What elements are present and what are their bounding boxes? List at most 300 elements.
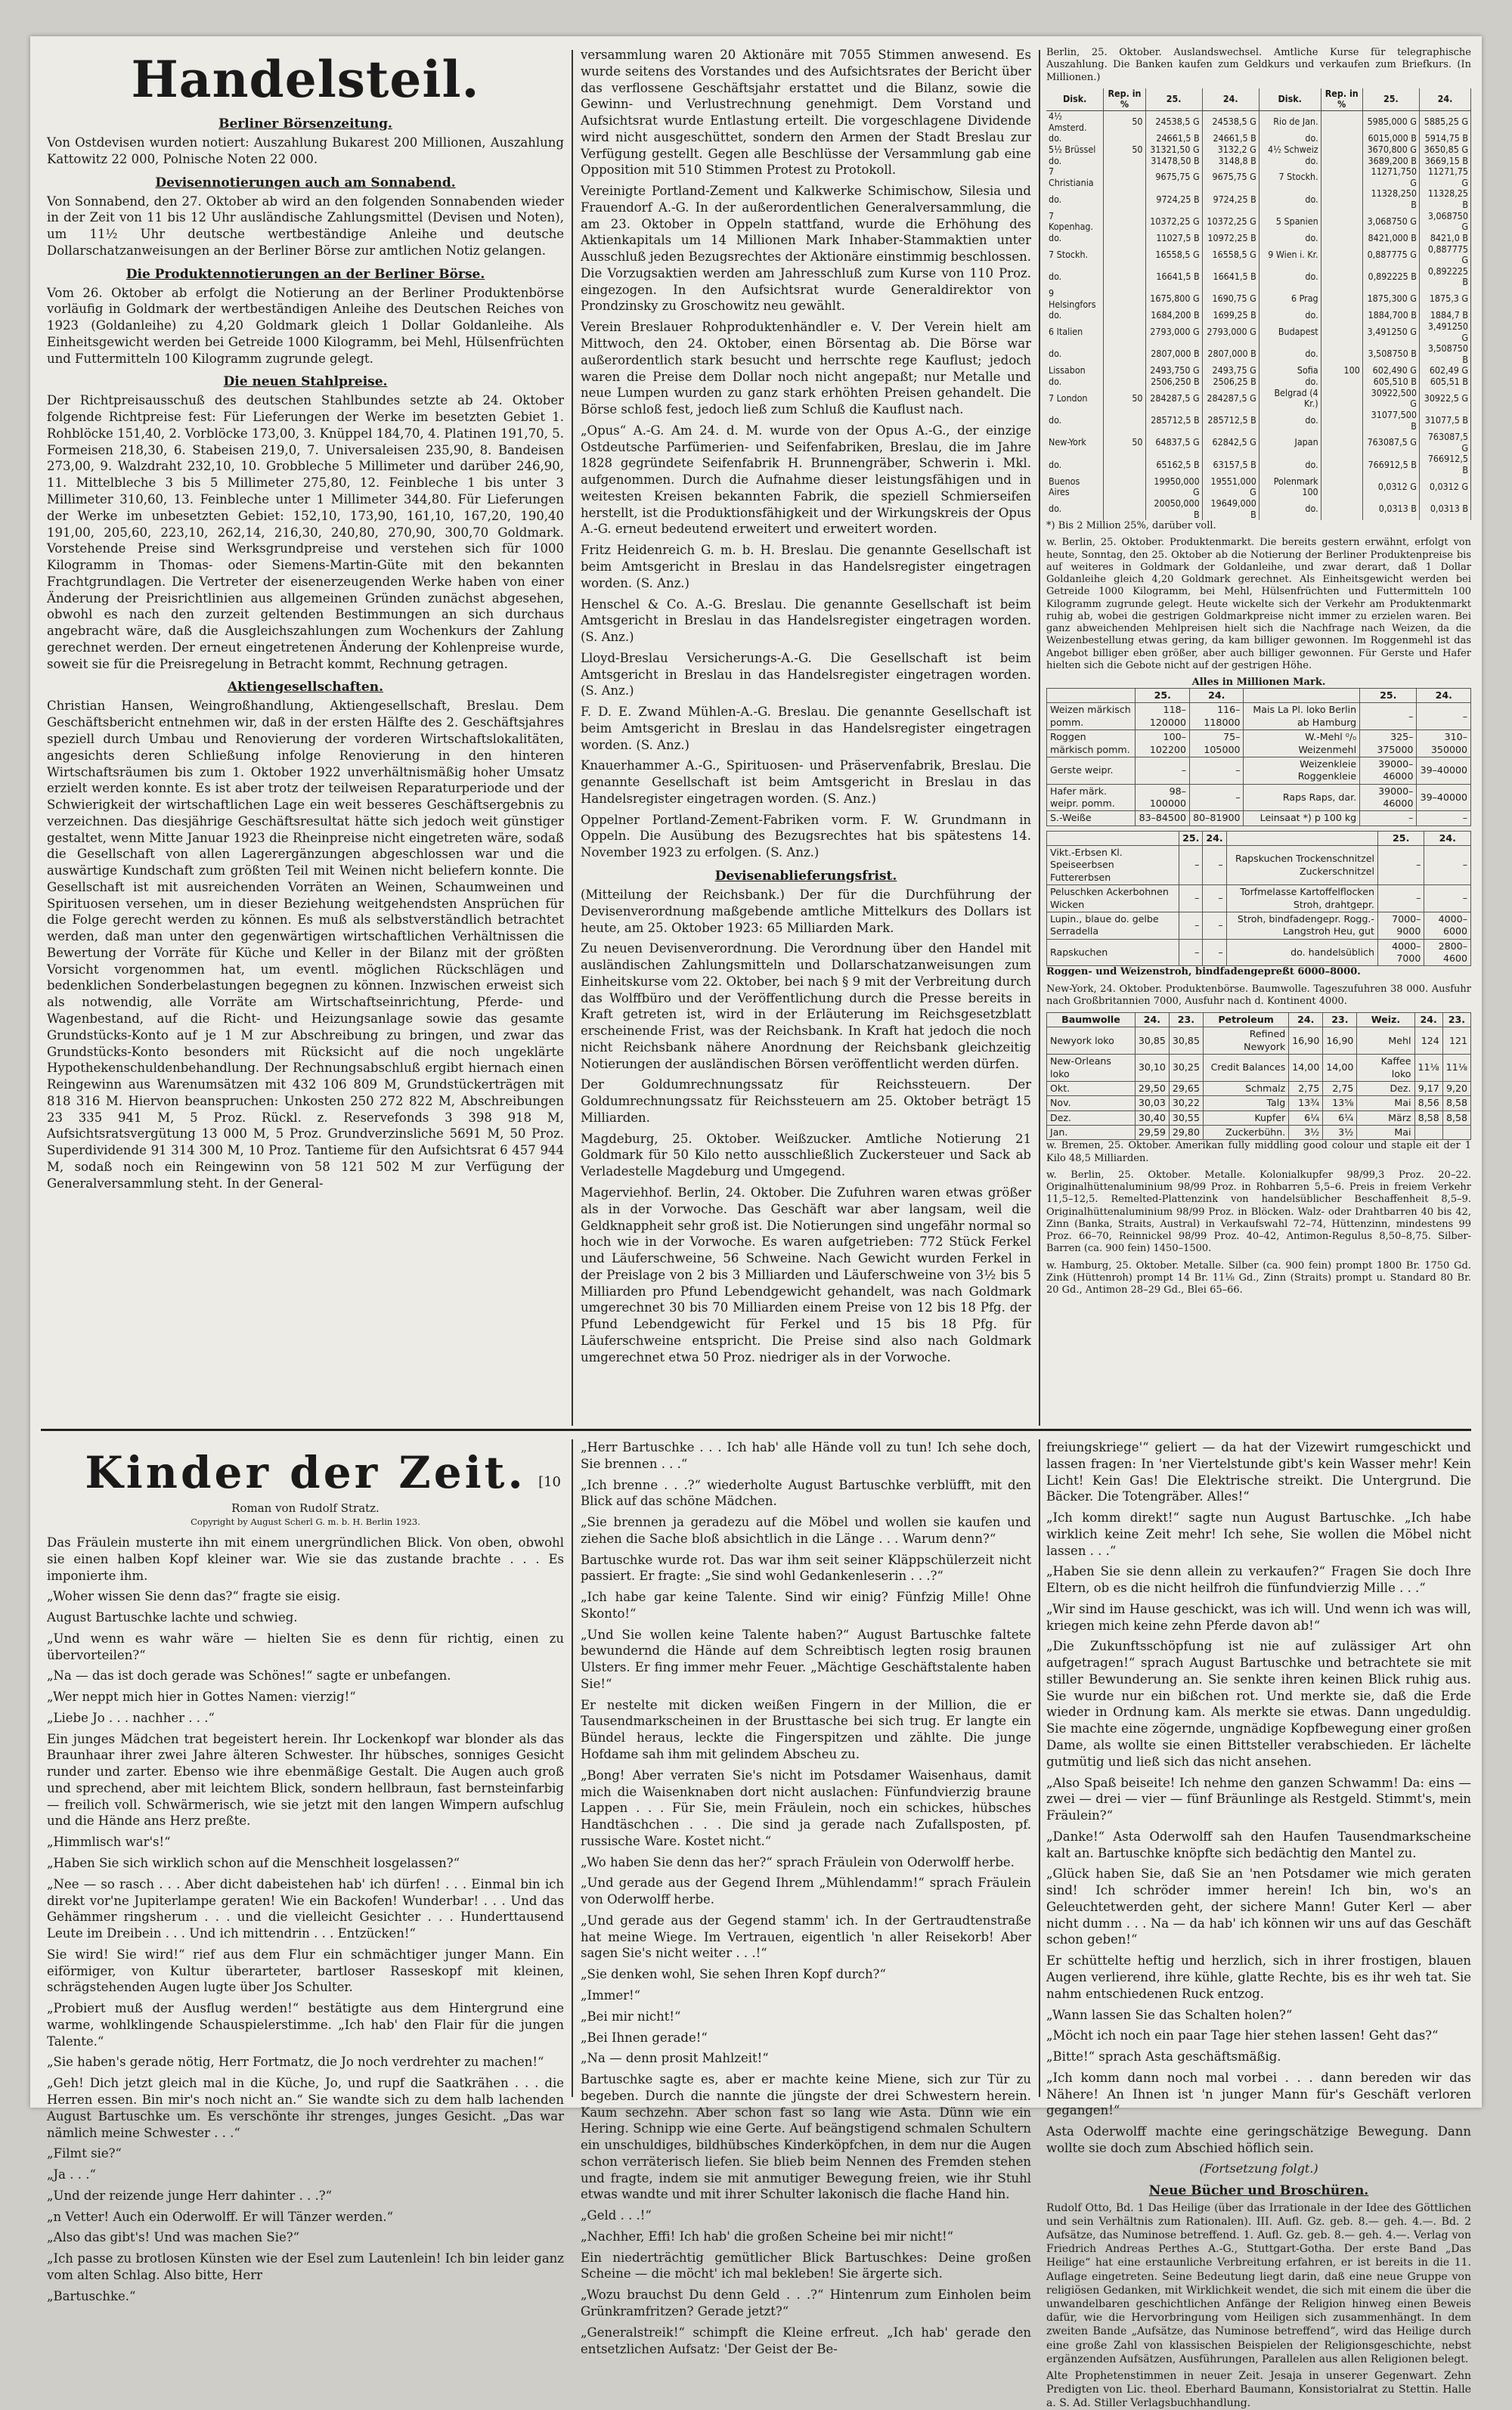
novel-paragraph: „Haben Sie sie denn allein zu verkaufen?“ Fragen Sie doch Ihre Eltern, ob es die nicht heilfroh die fünfundvierzig Mille . . .“	[1046, 1564, 1471, 1596]
table-cell: do.	[1046, 343, 1104, 365]
table-cell	[1321, 266, 1362, 288]
table-cell: do.	[1046, 233, 1104, 244]
table-cell: 8,58	[1442, 1111, 1470, 1125]
table-cell: 602,49 G	[1419, 365, 1470, 376]
table-cell: 29,80	[1169, 1125, 1203, 1139]
table-cell: Rapskuchen	[1047, 939, 1179, 966]
kinder-text-col-2	[581, 1439, 1031, 2357]
produktenmarkt-table	[1046, 688, 1471, 826]
books-text: Rudolf Otto, Bd. 1 Das Heilige (über das Irrationale in der Idee des Göttlichen und sein Verhältnis zum Rationalen). III. Aufl. Gz. geb. 8.— geh. 4.—. Bd. 2 Aufsätze, das Numinose betreffend. 1. Aufl. Gz. geb. 8.— geh. 4.—. Verlag von Friedrich Andreas Perthes A.-G., Stuttgart-Gotha. Der erste Band „Das Heilige“ hat eine erstaunliche Verbreitung erfahren, er ist bereits in die 11. Auflage eingetreten. Seine Bedeutung liegt darin, daß eine neue Gruppe von religiösen Gedanken, mit Wirklichkeit wendet, die sich mit einem die über die unwandelbaren geschichtlichen Anfänge der Religion hinweg einen Beweis dafür, wie die Hervorbringung vom Heiligen sich zusammenhängt. In dem zweiten Bande „Aufsätze, das Numinose betreffend“, wird das Heilige durch eine große Zahl von klassischen Beispielen der Religionsgeschichte, nebst ergänzenden Aufsätzen, Ausführungen, Parallelen aus allen Religionen belegt.	[1046, 2201, 1471, 2365]
table-cell: Leinsaat *) p 100 kg	[1244, 811, 1360, 826]
table-cell: März	[1357, 1111, 1414, 1125]
table-header-cell: 25.	[1362, 88, 1419, 111]
table-cell: do.	[1259, 266, 1321, 288]
newyork-row	[1047, 1111, 1471, 1125]
novel-paragraph: „Ich habe gar keine Talente. Sind wir einig? Fünfzig Mille! Ohne Skonto!“	[581, 1590, 1031, 1621]
zucker-text: Magdeburg, 25. Oktober. Weißzucker. Amtliche Notierung 21 Goldmark für 50 Kilo netto ausschließlich Zuckersteuer und Sack ab Verladestelle Magdeburg und Umgegend.	[581, 1131, 1031, 1179]
table-cell: –	[1360, 703, 1417, 730]
table-cell: do.	[1046, 133, 1104, 144]
table-cell: 29,50	[1135, 1081, 1169, 1095]
auslandswechsel-intro: Berlin, 25. Oktober. Auslandswechsel. Amtliche Kurse für telegraphische Auszahlung. Die Banken kaufen zum Geldkurs und verkaufen zum Briefkurs. (In Millionen.)	[1046, 47, 1471, 83]
table-cell: do.	[1259, 233, 1321, 244]
table-cell	[1104, 288, 1145, 310]
table-cell: 3½	[1289, 1125, 1323, 1139]
fx-row	[1046, 388, 1471, 410]
table-cell: 5 Spanien	[1259, 211, 1321, 233]
fx-row	[1046, 454, 1471, 475]
novel-paragraph: „Sie haben's gerade nötig, Herr Fortmatz, die Jo noch verdrehter zu machen!“	[47, 2055, 544, 2070]
produkt-row	[1047, 885, 1471, 912]
novel-paragraph: August Bartuschke lachte und schwieg.	[47, 1610, 298, 1625]
novel-paragraph: Das Fräulein musterte ihn mit einem unergründlichen Blick. Von oben, obwohl sie einen halben Kopf kleiner war. Wie sie das zustande brachte . . . Es imponierte ihm.	[47, 1535, 564, 1583]
table-cell: Roggen märkisch pomm.	[1047, 730, 1136, 757]
opus-text: „Opus“ A.-G. Am 24. d. M. wurde von der Opus A.-G., der einzige Ostdeutsche Parfümerien- und Seifenfabriken, Breslau, die im Jahre 1828 gegründete Seifenfabrik H. Brunnengräber, Schwerin i. Mkl. aufgenommen. Durch die Aufnahme dieser leistungsfähigen und in weitesten Kreisen bekannten Fabrik, die speziell Schmierseifen herstellt, ist die Produktionsfähigkeit und der Wirkungskreis der Opus A.-G. erneut bedeutend erweitert und erweitert worden.	[581, 423, 1031, 537]
table-cell: 0,0313 B	[1419, 498, 1470, 520]
novel-paragraph: „Und Sie wollen keine Talente haben?“ August Bartuschke faltete bewundernd die Hände auf dem Schreibtisch legten rosig braunen Ulsters. Er fing immer mehr Feuer. „Mächtige Geschäftstalente haben Sie!“	[581, 1627, 1031, 1691]
novel-paragraph: „Himmlisch war's!“	[47, 1835, 171, 1850]
novel-paragraph: „Danke!“ Asta Oderwolff sah den Haufen Tausendmarkscheine kalt an. Bartuschke knöpfte sich bedächtig den Mantel zu.	[1046, 1829, 1471, 1860]
table-cell: 16558,5 G	[1145, 244, 1202, 266]
novel-paragraph: „Möcht ich noch ein paar Tage hier stehen lassen! Geht das?“	[1046, 2028, 1439, 2043]
table-cell: 31478,50 B	[1145, 156, 1202, 167]
produkten-text: Vom 26. Oktober ab erfolgt die Notierung an der Berliner Produktenbörse vorläufig in Goldmark der wertbeständigen Anleihe des Deutschen Reiches von 1923 (Goldanleihe) zu 4,20 Goldmark gleich 1 Dollar Goldanleihe. Als Einheitsgewicht werden bei Getreide 1000 Kilogramm, bei Mehl, Hülsenfrüchten und Futtermitteln 100 Kilogramm zugrunde gelegt.	[47, 285, 564, 366]
table-cell: 16641,5 B	[1202, 266, 1259, 288]
table-cell	[1104, 321, 1145, 343]
continued-note: (Fortsetzung folgt.)	[1199, 2161, 1318, 2176]
table-cell: –	[1179, 939, 1203, 966]
novel-paragraph: Ein niederträchtig gemütlicher Blick Bartuschkes: Deine großen Scheine — die möcht' ich mal bekleben! Sie ärgerte sich.	[581, 2250, 1031, 2281]
table-cell	[1321, 233, 1362, 244]
fx-row	[1046, 365, 1471, 376]
table-cell: 0,0312 G	[1419, 476, 1470, 498]
table-header-cell	[1244, 689, 1360, 703]
novel-paragraph: Er schüttelte heftig und herzlich, sich in ihrer frostigen, blauen Augen verlierend, ihre kühle, glatte Rechte, bis es ihr weh tat. Sie nahm entschiedenen Ruck entzog.	[1046, 1953, 1471, 2001]
table-cell: –	[1203, 885, 1226, 912]
table-cell: Dez.	[1047, 1111, 1136, 1125]
table-cell: 8,58	[1442, 1096, 1470, 1111]
portland-zement-text: Vereinigte Portland-Zement und Kalkwerke Schimischow, Silesia und Frauendorf A.-G. In der außerordentlichen Generalversammlung, die am 23. Oktober in Oppeln stattfand, wurde die Erhöhung des Aktienkapitals um 14 Millionen Mark Inhaber-Stammaktien unter Ausschluß jeden Bezugsrechtes der Aktionäre einstimmig beschlossen. Die Vorzugsaktien werden am Jahresschluß zum Kurse von 110 Proz. eingezogen. In den Aufsichtsrat wurde Generaldirektor von Prondzinsky zu Groschowitz neu gewählt.	[581, 184, 1031, 314]
fx-row	[1046, 156, 1471, 167]
novel-paragraph: „Bartuschke.“	[47, 2288, 136, 2303]
table-cell: 5885,25 G	[1419, 111, 1470, 134]
table-cell: 30,03	[1135, 1096, 1169, 1111]
table-cell: 6015,000 B	[1362, 133, 1419, 144]
novel-paragraph: „Bong! Aber verraten Sie's nicht im Potsdamer Waisenhaus, damit mich die Waisenknaben dort nicht auslachen: Fünfundvierzig braune Lappen . . . Für Sie, mein Fräulein, noch ein schickes, hübsches Handtäschchen . . . Die sind ja gerade nach Zufallsposten, pf. russische Ware. Kostet nicht.“	[581, 1767, 1031, 1848]
novel-paragraph: „Wer neppt mich hier in Gottes Namen: vierzig!“	[47, 1690, 356, 1705]
table-cell: 763087,5 G	[1362, 432, 1419, 454]
produktenmarkt-footer: Roggen- und Weizenstroh, bindfadengepreßt 6000–8000.	[1046, 966, 1361, 978]
table-cell: 1690,75 G	[1202, 288, 1259, 310]
table-cell: Kaffee loko	[1357, 1055, 1414, 1082]
table-cell: 29,59	[1135, 1125, 1169, 1139]
table-header-cell: Weiz.	[1357, 1013, 1414, 1027]
table-header-cell: Baumwolle	[1047, 1013, 1136, 1027]
fx-row	[1046, 288, 1471, 310]
produktenmarkt-caption: Alles in Millionen Mark.	[1191, 677, 1326, 689]
auslandswechsel-table	[1046, 88, 1471, 520]
table-cell: 9675,75 G	[1145, 166, 1202, 188]
table-cell: 11271,75 G	[1419, 166, 1470, 188]
table-header-cell: 24.	[1189, 689, 1244, 703]
table-cell: 284287,5 G	[1202, 388, 1259, 410]
table-cell: 763087,5 G	[1419, 432, 1470, 454]
table-cell	[1104, 410, 1145, 432]
table-cell: 2793,000 G	[1145, 321, 1202, 343]
table-cell	[1321, 454, 1362, 475]
novel-paragraph: „Bitte!“ sprach Asta geschäftsmäßig.	[1046, 2049, 1281, 2065]
table-cell: 118–120000	[1136, 703, 1190, 730]
table-cell: Lissabon	[1046, 365, 1104, 376]
table-cell: Dez.	[1357, 1081, 1414, 1095]
devisen-heading: Devisennotierungen auch am Sonnabend.	[155, 175, 456, 191]
stahlpreise-heading: Die neuen Stahlpreise.	[223, 374, 388, 390]
table-cell: 8,58	[1414, 1111, 1442, 1125]
handelsteil-column-1	[47, 47, 564, 1408]
novel-paragraph: „Wozu brauchst Du denn Geld . . .?“ Hintenrum zum Einholen beim Grünkramfritzen? Gerade jetzt?“	[581, 2288, 1031, 2319]
table-cell: 83–84500	[1136, 811, 1190, 826]
table-cell: 50	[1104, 111, 1145, 134]
fx-row	[1046, 498, 1471, 520]
table-cell	[1104, 156, 1145, 167]
table-cell: 19649,000 B	[1202, 498, 1259, 520]
table-cell: 8421,0 B	[1419, 233, 1470, 244]
table-cell	[1321, 498, 1362, 520]
table-cell: 39000–46000	[1360, 757, 1417, 784]
novel-paragraph: „Ich brenne . . .?“ wiederholte August Bartuschke verblüfft, mit den Blick auf das schöne Mädchen.	[581, 1477, 1031, 1509]
table-cell: 1884,700 B	[1362, 310, 1419, 321]
table-header-cell: 23.	[1169, 1013, 1203, 1027]
novel-paragraph: „Haben Sie sich wirklich schon auf die Menschheit losgelassen?“	[47, 1856, 460, 1871]
fx-row	[1046, 310, 1471, 321]
novel-paragraph: „Woher wissen Sie denn das?“ fragte sie eisig.	[47, 1589, 341, 1604]
table-cell: 766912,5 B	[1362, 454, 1419, 475]
table-cell: 20050,000 B	[1145, 498, 1202, 520]
fx-row	[1046, 211, 1471, 233]
newyork-text: New-York, 24. Oktober. Produktenbörse. Baumwolle. Tageszufuhren 38 000. Ausfuhr nach Großbritannien 7000, Ausfuhr nach d. Kontinent 4000.	[1046, 983, 1471, 1007]
table-cell: 2793,000 G	[1202, 321, 1259, 343]
table-cell: 16,90	[1323, 1027, 1357, 1055]
table-cell	[1104, 166, 1145, 188]
table-cell: 7 Christiania	[1046, 166, 1104, 188]
table-cell: Sofia	[1259, 365, 1321, 376]
fx-row	[1046, 321, 1471, 343]
table-cell: 285712,5 B	[1202, 410, 1259, 432]
table-cell: 10372,25 G	[1202, 211, 1259, 233]
kinder-column-1	[47, 1439, 564, 2303]
table-cell: 24661,5 B	[1145, 133, 1202, 144]
table-cell: do. handelsüblich	[1226, 939, 1377, 966]
table-cell: Talg	[1203, 1096, 1288, 1111]
table-cell: 1884,7 B	[1419, 310, 1470, 321]
table-cell: Credit Balances	[1203, 1055, 1288, 1082]
table-cell: New-York	[1046, 432, 1104, 454]
oppelner-text: Oppelner Portland-Zement-Fabriken vorm. F. W. Grundmann in Oppeln. Die Ausübung des Bezugsrechtes hat bis spätestens 14. November 1923 zu erfolgen. (S. Anz.)	[581, 812, 1031, 860]
table-cell: Lupin., blaue do. gelbe Serradella	[1047, 912, 1179, 939]
table-cell: Mais La Pl. loko Berlin ab Hamburg	[1244, 703, 1360, 730]
column-rule	[572, 50, 573, 1426]
table-cell: 39–40000	[1417, 784, 1471, 811]
table-cell: Buenos Aires	[1046, 476, 1104, 498]
table-cell	[1104, 498, 1145, 520]
table-header-cell: 25.	[1145, 88, 1202, 111]
boersenzeitung-heading: Berliner Börsenzeitung.	[218, 116, 392, 132]
table-cell: do.	[1046, 498, 1104, 520]
table-cell: 62842,5 G	[1202, 432, 1259, 454]
fx-row	[1046, 144, 1471, 156]
stahlpreise-text: Der Richtpreisausschuß des deutschen Stahlbundes setzte ab 24. Oktober folgende Richtpreise fest: Für Lieferungen der Werke im besetzten Gebiet 1. Rohblöcke 151,40, 2. Vorblöcke 173,00, 3. Knüppel 184,70, 4. Platinen 191,70, 5. Formeisen 218,30, 6. Stabeisen 219,0, 7. Universaleisen 235,90, 8. Bandeisen 273,00, 9. Walzdraht 232,10, 10. Grobbleche 5 Millimeter und darüber 246,90, 11. Mittelbleche 3 bis 5 Millimeter 275,80, 12. Feinbleche 1 bis unter 3 Millimeter 310,60, 13. Feinbleche unter 1 Millimeter 344,80. Für Lieferungen der Werke im unbesetzten Gebiet: 152,10, 173,90, 161,10, 167,20, 190,40 191,00, 205,60, 223,10, 262,14, 216,30, 240,80, 270,90, 300,70 Goldmark. Vorstehende Preise sind Werksgrundpreise und verstehen sich für 1000 Kilogramm in Thomas- oder Siemens-Martin-Güte mit den bekannten Frachtgrundlagen. Die Vertreter der eisenerzeugenden Werke haben von einer Änderung der Preisrichtlinien aus allgemeinen Gründen zunächst abgesehen, obwohl es nach den zurzeit geltenden Bestimmungen an sich durchaus angebracht wäre, daß die Ausgleichszahlungen zum Wochenkurs der Zahlung gerechnet werden. Der erneut eingetretenen Änderung der Kohlenpreise wurde, soweit sie für die Preisregelung in Betracht kommt, Rechnung getragen.	[47, 393, 564, 671]
table-header-cell	[1226, 831, 1377, 845]
table-cell: do.	[1259, 410, 1321, 432]
table-cell: Belgrad (4 Kr.)	[1259, 388, 1321, 410]
aktien-hansen-text: Christian Hansen, Weingroßhandlung, Aktiengesellschaft, Breslau. Dem Geschäftsbericht entnehmen wir, daß in der ersten Hälfte des 2. Geschäftsjahres speziell durch Umbau und Renovierung der vorderen Wirtschaftslokalitäten, angesichts deren Schließung infolge Renovierung in den hinteren Wirtschaftsräumen bis zum 1. Oktober 1922 unverhältnismäßig hoher Umsatz erzielt werden konnte. Es ist aber trotz der teilweisen Reparaturperiode und der Schwierigkeit der wirtschaftlichen Lage ein weit besseres Geschäftsergebnis zu verzeichnen. Das diesjährige Geschäftsresultat hätte sich jedoch weit günstiger gestaltet, wenn Mitte Januar 1923 die Rheinpreise nicht eingetreten wäre, sodaß die Gesellschaft von allen Lagerergänzungen abgeschlossen war und die auswärtige Kundschaft zum größten Teil mit Weinen nicht beliefern konnte. Die Gesellschaft ist mit ausreichenden Vorräten an Weinen, Schaumweinen und Spirituosen versehen, um in dieser Beziehung weitgehendsten Ansprüchen für die Folge gerecht werden zu können. Es muß als selbstverständlich betrachtet werden, daß man unter den gegenwärtigen wirtschaftlichen Verhältnissen die Bewertung der Vorräte für Küche und Keller in der Bilanz mit der größten Vorsicht vorgenommen hat, um eventl. möglichen Rückschlägen und bedenklichen Sonderbelastungen begegnen zu können. Inzwischen erweist sich als notwendig, alle Vorräte am Wirtschaftseinrichtung, Pferde- und Wagenbestand, auf die Richt- und Heizungsanlage sowie das gesamte Grundstücks-Konto auf je 1 M zur Abschreibung zu bringen, und zwar das Grundstücks-Konto besonders mit Rücksicht auf die noch ungeklärte Hypothekenschuldenbehandlung. Der Rechnungsabschluß ergibt hiernach einen Reingewinn aus Warenumsätzen mit 432 106 809 M, Grundstückerträgen mit 818 316 M. Hiervon beanspruchen: Unkosten 250 272 822 M, Abschreibungen 23 335 941 M, 5 Proz. Rückl. z. Reservefonds 3 398 918 M, Aufsichtsratsvergütung 13 000 M, 5 Proz. Grundverzinsliche 5691 M, 50 Proz. Superdividende 91 314 300 M, 10 Proz. Tantieme für den Aufsichtsrat 6 457 944 M, sodaß noch ein Reingewinn von 58 121 502 M zur Verfügung der Generalversammlung steht. In der General-	[47, 699, 564, 1191]
table-cell: 0,887775 G	[1419, 244, 1470, 266]
table-cell: 0,887775 G	[1362, 244, 1419, 266]
novel-paragraph: „n Vetter! Auch ein Oderwolff. Er will Tänzer werden.“	[47, 2209, 394, 2224]
novel-paragraph: „Glück haben Sie, daß Sie an 'nen Potsdamer wie mich geraten sind! Ich schröder immer herein! Ich bin, wo's an Geleuchtetwerden geht, der sichere Mann! Guter Kerl — aber nicht dumm . . . Na — da hab' ich können wir uns auf das Geschäft schon geben!“	[1046, 1866, 1471, 1947]
table-cell	[1104, 133, 1145, 144]
table-cell: 2800–4600	[1424, 939, 1471, 966]
table-cell	[1321, 343, 1362, 365]
kinder-title: Kinder der Zeit.	[85, 1447, 526, 1498]
table-cell	[1104, 365, 1145, 376]
table-cell: 11328,250 B	[1362, 188, 1419, 210]
devisenablieferung-heading: Devisenablieferungsfrist.	[714, 868, 897, 884]
table-cell: –	[1424, 885, 1471, 912]
table-cell: –	[1179, 885, 1203, 912]
table-cell: 9724,25 B	[1202, 188, 1259, 210]
table-cell	[1321, 476, 1362, 498]
table-cell	[1104, 476, 1145, 498]
table-cell: 30,10	[1135, 1055, 1169, 1082]
table-cell: 1684,200 B	[1145, 310, 1202, 321]
novel-paragraph: Er nestelte mit dicken weißen Fingern in der Million, die er Tausendmarkscheinen in der Brusttasche bei sich trug. Er langte ein Bündel heraus, leckte die Fingerspitzen und zählte. Die junge Hofdame sah ihm mit gelindem Abscheu zu.	[581, 1697, 1031, 1762]
table-cell: –	[1203, 846, 1226, 885]
installment-number: [10	[538, 1474, 561, 1490]
table-cell: 30,22	[1169, 1096, 1203, 1111]
handelsteil-title: Handelsteil.	[131, 50, 480, 109]
table-cell: W.-Mehl ⁰/₀ Weizenmehl	[1244, 730, 1360, 757]
novel-paragraph: „Sie denken wohl, Sie sehen Ihren Kopf durch?“	[581, 1967, 886, 1982]
table-cell: Gerste weipr.	[1047, 757, 1136, 784]
table-header-cell: 23.	[1442, 1013, 1470, 1027]
table-header-cell	[1047, 831, 1179, 845]
table-cell: 30922,500 G	[1362, 388, 1419, 410]
novel-paragraph: „Bei mir nicht!“	[581, 2009, 681, 2024]
table-header-cell: 23.	[1323, 1013, 1357, 1027]
section-divider	[41, 1429, 1471, 1431]
table-cell: New-Orleans loko	[1047, 1055, 1136, 1082]
produktenmarkt-table-2	[1046, 831, 1471, 967]
novel-paragraph: Asta Oderwolff machte eine geringschätzige Bewegung. Dann wollte sie doch zum Abschied höflich sein.	[1046, 2124, 1471, 2155]
table-cell: Jan.	[1047, 1125, 1136, 1139]
table-cell: 8,56	[1414, 1096, 1442, 1111]
table-cell: 9,17	[1414, 1081, 1442, 1095]
table-cell: do.	[1046, 310, 1104, 321]
table-cell: Mehl	[1357, 1027, 1414, 1055]
table-cell: 4½ Amsterd.	[1046, 111, 1104, 134]
table-cell: 3½	[1323, 1125, 1357, 1139]
table-cell: do.	[1046, 188, 1104, 210]
fx-row	[1046, 266, 1471, 288]
fx-row	[1046, 133, 1471, 144]
novel-paragraph: „Wann lassen Sie das Schalten holen?“	[1046, 2007, 1293, 2022]
table-cell: do.	[1259, 343, 1321, 365]
column-rule	[572, 1439, 573, 2097]
table-cell: –	[1417, 703, 1471, 730]
table-cell: 6¼	[1289, 1111, 1323, 1125]
table-cell: 124	[1414, 1027, 1442, 1055]
table-cell: 16558,5 G	[1202, 244, 1259, 266]
table-cell: 11027,5 B	[1145, 233, 1202, 244]
produkt-row	[1047, 757, 1471, 784]
table-cell	[1321, 166, 1362, 188]
novel-paragraph: „Wir sind im Hause geschickt, was ich will. Und wenn ich was will, kriegen mich keine zehn Pferde davon ab!“	[1046, 1601, 1471, 1633]
table-cell: 6 Italien	[1046, 321, 1104, 343]
novel-paragraph: „Ja . . .“	[47, 2167, 96, 2182]
table-cell: 5914,75 B	[1419, 133, 1470, 144]
column-rule	[1039, 50, 1040, 1426]
novel-paragraph: „Bei Ihnen gerade!“	[581, 2030, 708, 2045]
table-cell: 16641,5 B	[1145, 266, 1202, 288]
table-cell: 11⅛	[1414, 1055, 1442, 1082]
table-cell: do.	[1259, 454, 1321, 475]
table-cell: 7 Kopenhag.	[1046, 211, 1104, 233]
novel-paragraph: „Geld . . .!“	[581, 2208, 652, 2223]
novel-paragraph: „Und gerade aus der Gegend Ihrem „Mühlendamm!“ sprach Fräulein von Oderwolff herbe.	[581, 1876, 1031, 1907]
table-cell: 9675,75 G	[1202, 166, 1259, 188]
kinder-text-col-1	[47, 1535, 564, 2304]
newyork-row	[1047, 1125, 1471, 1139]
fx-row	[1046, 233, 1471, 244]
table-header-cell: Disk.	[1259, 88, 1321, 111]
table-cell: 31321,50 G	[1145, 144, 1202, 156]
table-cell: 50	[1104, 144, 1145, 156]
table-cell: 14,00	[1289, 1055, 1323, 1082]
table-cell: 7 London	[1046, 388, 1104, 410]
table-cell: Raps Raps, dar.	[1244, 784, 1360, 811]
table-cell: do.	[1259, 310, 1321, 321]
fx-row	[1046, 166, 1471, 188]
table-cell	[1321, 321, 1362, 343]
fx-row	[1046, 343, 1471, 365]
novel-paragraph: Ein junges Mädchen trat begeistert herein. Ihr Lockenkopf war blonder als das Braunhaar ihrer zwei Jahre älteren Schwester. Ihr hübsches, sonniges Gesicht runder und zarter. Ebenso wie ihre ebenmäßige Gestalt. Die Augen auch groß und sprechend, aber mit leichtem Blick, sondern hellbraun, fast bernsteinfarbig — freilich voll. Schwärmerisch, wie sie jetzt mit den langen Wimpern aufschlug und die Hände ans Herz preßte.	[47, 1731, 564, 1829]
table-cell: –	[1360, 811, 1417, 826]
table-cell: 65162,5 B	[1145, 454, 1202, 475]
novel-paragraph: „Probiert muß der Ausflug werden!“ bestätigte aus dem Hintergrund eine warme, wohlklingende Schauspielerstimme. „Ich hab' den Flair für die jungen Talente.“	[47, 2001, 564, 2049]
table-cell: 24538,5 G	[1145, 111, 1202, 134]
table-cell: Peluschken Ackerbohnen Wicken	[1047, 885, 1179, 912]
novel-paragraph: „Also das gibt's! Und was machen Sie?“	[47, 2230, 300, 2245]
goldumrechnung-text: Der Goldumrechnungssatz für Reichssteuern. Der Goldumrechnungssatz für Reichssteuern am 25. Oktober beträgt 15 Milliarden.	[581, 1077, 1031, 1125]
kinder-column-2	[581, 1439, 1031, 2356]
table-cell: 24538,5 G	[1202, 111, 1259, 134]
devisenablieferung-text: (Mitteilung der Reichsbank.) Der für die Durchführung der Devisenverordnung maßgebende amtliche Mittelkurs des Dollars ist heute, am 25. Oktober 1923: 65 Milliarden Mark.	[581, 887, 1031, 935]
table-cell: –	[1377, 885, 1424, 912]
novel-paragraph: „Also Spaß beiseite! Ich nehme den ganzen Schwamm! Da: eins — zwei — drei — vier — fünf Bräunlinge als Restgeld. Stimmt's, mein Fräulein?“	[1046, 1775, 1471, 1823]
table-cell: 0,892225 B	[1362, 266, 1419, 288]
novel-paragraph: „Geh! Dich jetzt gleich mal in die Küche, Jo, und rupf die Saatkrähen . . . die Herren essen. Bin mir's noch nicht an.“ Sie wandte sich zu dem halb lachenden August Bartuschke um. Es verschönte ihr strenges, junges Gesicht. „Das war nämlich meine Schwester . . .“	[47, 2076, 564, 2140]
table-cell: 30,85	[1135, 1027, 1169, 1055]
table-cell: Mai	[1357, 1096, 1414, 1111]
table-header-cell: Rep. in %	[1321, 88, 1362, 111]
auslandswechsel-footnote: *) Bis 2 Million 25%, darüber voll.	[1046, 520, 1216, 532]
fx-row	[1046, 111, 1471, 134]
table-cell	[1321, 133, 1362, 144]
table-cell: 7000–9000	[1377, 912, 1424, 939]
table-cell	[1321, 111, 1362, 134]
table-cell: 1675,800 G	[1145, 288, 1202, 310]
table-cell	[1321, 188, 1362, 210]
table-header-cell: 25.	[1179, 831, 1203, 845]
viehmarkt-text: Magerviehhof. Berlin, 24. Oktober. Die Zufuhren waren etwas größer als in der Vorwoche. Das Geschäft war aber langsam, weil die Geldknappheit sehr groß ist. Die Notierungen sind ungefähr normal so hoch wie in der Vorwoche. Es waren aufgetrieben: 772 Stück Ferkel und Läuferschweine, 56 Schweine. Nach Gewicht wurden Ferkel in der Preislage von 2 bis 3 Milliarden und Läuferschweine von 3½ bis 5 Milliarden pro Pfund Lebendgewicht gehandelt, was nach Goldmark umgerechnet 30 bis 70 Milliarden einem Preise von 12 bis 18 Pfg. der Pfund Lebendgewicht für Ferkel und 15 bis 18 Pfg. für Läuferschweine entspricht. Die Preise sind also nach Goldmark umgerechnet etwa 50 Proz. niedriger als in der Vorwoche.	[581, 1185, 1031, 1365]
table-header-cell: 24.	[1202, 88, 1259, 111]
produktenmarkt-text: w. Berlin, 25. Oktober. Produktenmarkt. Die bereits gestern erwähnt, erfolgt von heute, Sonntag, den 25. Oktober ab die Notierung der Berliner Produktenpreise bis auf weiteres in Goldmark der Goldanleihe, und zwar derart, daß 1 Dollar Goldanleihe gleich 4,20 Goldmark gerechnet. Als Einheitsgewicht werden bei Getreide 1000 Kilogramm, bei Mehl, Hülsenfrüchten und Futtermitteln 100 Kilogramm zugrunde gelegt. Heute wickelte sich der Verkehr am Produktenmarkt ruhig ab, wobei die gestrigen Goldmarkpreise nicht immer zu erzielen waren. Bei ganz abweichenden Mehlpreisen hielt sich die Nachfrage nach Weizen, da die Weizenbestellung etwas gering, da kam billiger gewonnen. Im Roggenmehl ist das Angebot billiger eben größer, aber auch billiger gewonnen. Für Gerste und Hafer hielten sich die Gebote nicht auf der gestrigen Höhe.	[1046, 537, 1471, 671]
table-cell: 98–100000	[1136, 784, 1190, 811]
kinder-copyright: Copyright by August Scherl G. m. b. H. Berlin 1923.	[191, 1516, 420, 1527]
table-header-cell: 24.	[1414, 1013, 1442, 1027]
table-cell	[1104, 188, 1145, 210]
table-cell: Schmalz	[1203, 1081, 1288, 1095]
novel-paragraph: „Na — denn prosit Mahlzeit!“	[581, 2051, 769, 2066]
table-cell: Newyork loko	[1047, 1027, 1136, 1055]
table-cell: 766912,5 B	[1419, 454, 1470, 475]
table-header-cell: 25.	[1377, 831, 1424, 845]
books-heading: Neue Bücher und Broschüren.	[1148, 2182, 1369, 2198]
table-cell: 39–40000	[1417, 757, 1471, 784]
table-cell: –	[1179, 912, 1203, 939]
produkt-row	[1047, 846, 1471, 885]
table-header-cell	[1047, 689, 1136, 703]
table-cell: 11271,750 G	[1362, 166, 1419, 188]
table-cell: 602,490 G	[1362, 365, 1419, 376]
table-cell: do.	[1046, 156, 1104, 167]
table-cell: 3,491250 G	[1362, 321, 1419, 343]
table-cell: 31077,5 B	[1419, 410, 1470, 432]
table-cell: 3148,8 B	[1202, 156, 1259, 167]
table-cell: 9,20	[1442, 1081, 1470, 1095]
table-cell: Kupfer	[1203, 1111, 1288, 1125]
table-cell: S.-Weiße	[1047, 811, 1136, 826]
table-header-cell: 25.	[1360, 689, 1417, 703]
table-cell: 2506,250 B	[1145, 376, 1202, 388]
novel-paragraph: „Herr Bartuschke . . . Ich hab' alle Hände voll zu tun! Ich sehe doch, Sie brennen . . .“	[581, 1440, 1031, 1471]
table-cell	[1321, 310, 1362, 321]
table-header-cell: 24.	[1289, 1013, 1323, 1027]
aktien-versammlung-text: versammlung waren 20 Aktionäre mit 7055 Stimmen anwesend. Es wurde seitens des Vorstandes und des Aufsichtsrates der Bericht über das verflossene Geschäftsjahr erstattet und die Bilanz, sowie die Gewinn- und Verlustrechnung genehmigt. Dem Vorstand und Aufsichtsrat wurde Entlastung erteilt. Die vorgeschlagene Dividende wird nicht ausgeschüttet, sondern den Armen der Stadt Breslau zur Verfügung gestellt. Gegen alle Beschlüsse der Versammlung gab eine Opposition mit 510 Stimmen Protest zu Protokoll.	[581, 48, 1031, 178]
table-cell: Weizen märkisch pomm.	[1047, 703, 1136, 730]
table-cell: do.	[1259, 133, 1321, 144]
fx-row	[1046, 244, 1471, 266]
table-cell	[1104, 233, 1145, 244]
table-cell: do.	[1259, 376, 1321, 388]
table-cell: 13¾	[1289, 1096, 1323, 1111]
table-cell: 1875,300 G	[1362, 288, 1419, 310]
table-cell: 325–375000	[1360, 730, 1417, 757]
table-cell: 30922,5 G	[1419, 388, 1470, 410]
novel-paragraph: Bartuschke sagte es, aber er machte keine Miene, sich zur Tür zu begeben. Durch die nannte die jüngste der drei Schwestern herein. Kaum sechzehn. Aber schon fast so lang wie Asta. Dünn wie ein Hering. Schnipp wie eine Gerte. Auf beängstigend schmalen Schultern ein unschuldiges, bildhübsches Kinderköpfchen, in dem nur die Augen schon verräterisch liefen. Sie blieb beim Nennen des Fremden stehen und fragte, indem sie mit anmutiger Bewegung freien, wie ihr Stuhl etwas wandte und mit ihrer Schulter lakonisch die flache Hand hin.	[581, 2072, 1031, 2202]
table-cell: 75–105000	[1189, 730, 1244, 757]
novel-paragraph: „Na — das ist doch gerade was Schönes!“ sagte er unbefangen.	[47, 1668, 451, 1684]
handelsteil-column-3	[1046, 47, 1471, 1423]
table-cell: Zuckerbühn.	[1203, 1125, 1288, 1139]
table-cell: Budapest	[1259, 321, 1321, 343]
lloyd-text: Lloyd-Breslau Versicherungs-A.-G. Die Gesellschaft ist beim Amtsgericht in Breslau in das Handelsregister eingetragen worden. (S. Anz.)	[581, 650, 1031, 699]
table-cell: 3,068750 G	[1419, 211, 1470, 233]
table-cell: –	[1189, 757, 1244, 784]
table-cell: –	[1136, 757, 1190, 784]
table-cell: 10972,25 B	[1202, 233, 1259, 244]
table-cell	[1321, 288, 1362, 310]
